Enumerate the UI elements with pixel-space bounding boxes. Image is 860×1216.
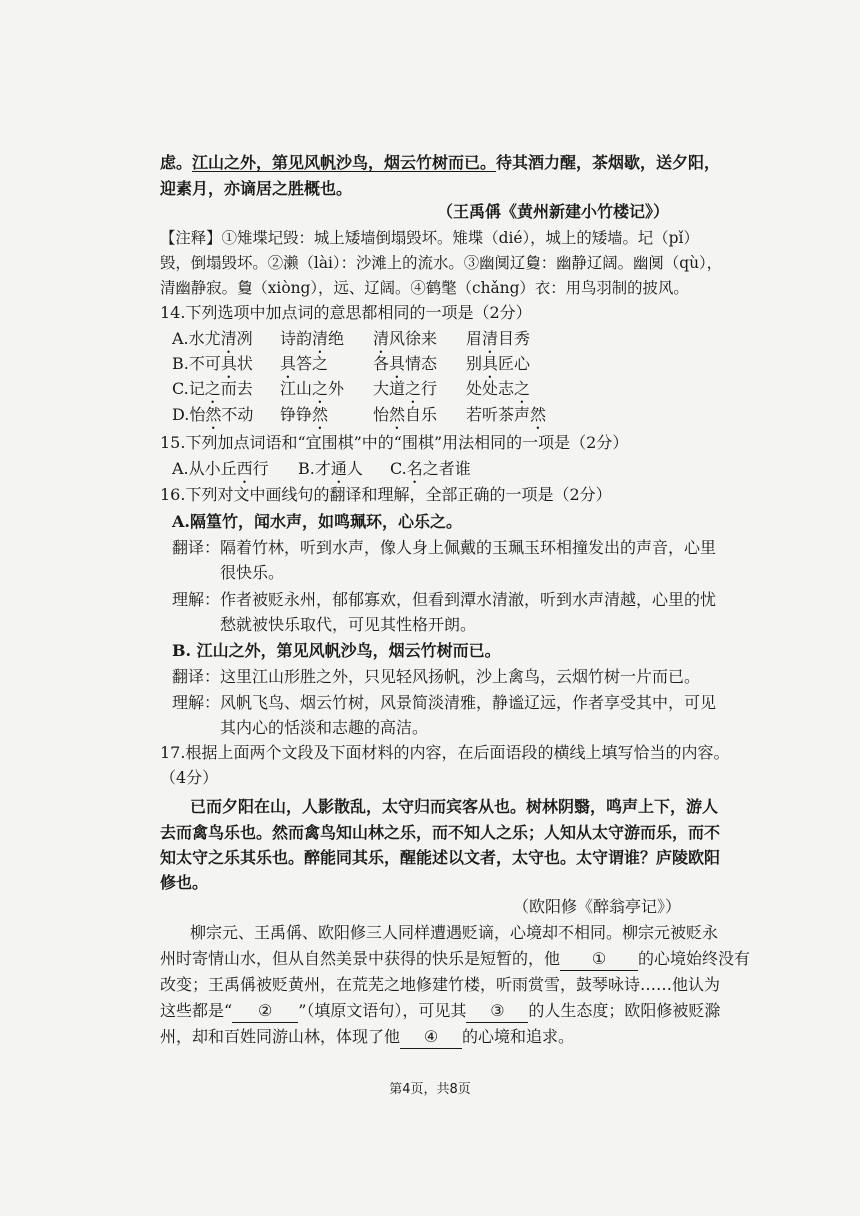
q17-para-4: 这些都是“ ② ”（填原文语句），可见其 ③ 的人生态度；欧阳修被贬滁 — [160, 1000, 720, 1023]
q16-b-translation: 翻译：这里江山形胜之外，只见轻风扬帆，沙上禽鸟，云烟竹树一片而已。 — [172, 667, 701, 686]
q16-a-sentence: A.隔篁竹，闻水声，如鸣珮环，心乐之。 — [172, 512, 462, 531]
q17-material-3: 知太守之乐其乐也。醉能同其乐，醒能述以文者，太守也。太守谓谁？庐陵欧阳 — [160, 848, 721, 867]
q14-a-2: 诗韵清绝 — [280, 329, 345, 348]
q14-b-3: 各具情态 — [373, 354, 438, 373]
page-footer: 第4页，共8页 — [389, 1082, 471, 1097]
q14-d-4: 若听茶声然 — [466, 405, 547, 424]
underlined-sentence: 江山之外，第见风帆沙鸟，烟云竹树而已。 — [192, 153, 497, 172]
q14-a-4: 眉清目秀 — [466, 329, 531, 348]
q15-b: B.才通人 — [298, 459, 363, 478]
q14-c-2: 江山之外 — [280, 379, 345, 398]
notes-line-3: 清幽静寂。敻（xiòng），远、辽阔。④鹤氅（chǎng）衣：用鸟羽制的披风。 — [160, 279, 689, 297]
blank-2[interactable]: ② — [232, 1000, 298, 1023]
q16-b-understanding-1: 理解：风帆飞鸟、烟云竹树，风景简淡清雅，静谧辽远，作者享受其中，可见 — [172, 693, 717, 712]
q17-para-2: 州时寄情山水，但从自然美景中获得的快乐是短暂的，他 ① 的心境始终没有 — [160, 948, 750, 971]
q16-a-understanding-1: 理解：作者被贬永州，郁郁寡欢，但看到潭水清澈，听到水声清越，心里的忧 — [172, 590, 717, 609]
passage-source: （王禹偁《黄州新建小竹楼记》） — [437, 202, 670, 221]
q17-stem-1: 17.根据上面两个文段及下面材料的内容，在后面语段的横线上填写恰当的内容。 — [160, 743, 730, 762]
q14-c-3: 大道之行 — [373, 379, 438, 398]
blank-3[interactable]: ③ — [466, 1000, 528, 1023]
q14-b-1: B.不可具状 — [172, 354, 253, 373]
q16-b-sentence: B. 江山之外，第见风帆沙鸟，烟云竹树而已。 — [172, 641, 501, 660]
q16-a-translation-2: 很快乐。 — [220, 563, 285, 582]
q14-a-3: 清风徐来 — [373, 329, 438, 348]
q14-d-1: D.怡然不动 — [172, 405, 254, 424]
q14-b-2: 具答之 — [280, 354, 329, 373]
passage-line-1: 虑。江山之外，第见风帆沙鸟，烟云竹树而已。待其酒力醒，茶烟歇，送夕阳， — [160, 153, 721, 172]
q17-material-4: 修也。 — [160, 873, 209, 892]
q17-material-1: 已而夕阳在山，人影散乱，太守归而宾客从也。树林阴翳，鸣声上下，游人 — [190, 797, 719, 816]
notes-line-2: 毁，倒塌毁坏。②濑（lài）：沙滩上的流水。③幽阒辽敻：幽静辽阔。幽阒（qù）， — [160, 254, 723, 272]
q17-para-3: 改变；王禹偁被贬黄州，在荒芜之地修建竹楼，听雨赏雪，鼓琴咏诗……他认为 — [160, 975, 721, 994]
q17-para-5: 州，却和百姓同游山林，体现了他 ④ 的心境和追求。 — [160, 1026, 574, 1049]
q14-c-1: C.记之而去 — [172, 379, 253, 398]
q16-b-understanding-2: 其内心的恬淡和志趣的高洁。 — [220, 718, 429, 737]
q15-stem: 15.下列加点词语和“宜围棋”中的“围棋”用法相同的一项是（2分） — [160, 433, 629, 452]
q17-material-2: 去而禽鸟乐也。然而禽鸟知山林之乐，而不知人之乐；人知从太守游而乐，而不 — [160, 823, 721, 842]
q14-d-2: 铮铮然 — [280, 405, 329, 424]
passage-line-2: 迎素月，亦谪居之胜概也。 — [160, 179, 353, 198]
notes-line-1: 【注释】①雉堞圮毁：城上矮墙倒塌毁坏。雉堞（dié），城上的矮墙。圮（pǐ） — [160, 229, 699, 247]
q14-b-4: 别具匠心 — [466, 354, 531, 373]
q14-c-4: 处处志之 — [466, 379, 531, 398]
q17-stem-2: （4分） — [160, 768, 219, 787]
blank-1[interactable]: ① — [560, 948, 638, 971]
q16-stem: 16.下列对文中画线句的翻译和理解，全部正确的一项是（2分） — [160, 485, 612, 504]
q16-a-translation-1: 翻译：隔着竹林，听到水声，像人身上佩戴的玉珮玉环相撞发出的声音，心里 — [172, 538, 717, 557]
q17-para-1: 柳宗元、王禹偁、欧阳修三人同样遭遇贬谪，心境却不相同。柳宗元被贬永 — [190, 923, 719, 942]
q14-a-1: A.水尤清冽 — [172, 329, 253, 348]
blank-4[interactable]: ④ — [400, 1026, 462, 1049]
q15-a: A.从小丘西行 — [172, 459, 269, 478]
q15-c: C.名之者谁 — [390, 459, 471, 478]
q17-material-source: （欧阳修《醉翁亭记》） — [513, 897, 682, 916]
q14-d-3: 怡然自乐 — [373, 405, 438, 424]
q14-stem: 14.下列选项中加点词的意思都相同的一项是（2分） — [160, 303, 532, 322]
q16-a-understanding-2: 愁就被快乐取代，可见其性格开朗。 — [220, 615, 477, 634]
